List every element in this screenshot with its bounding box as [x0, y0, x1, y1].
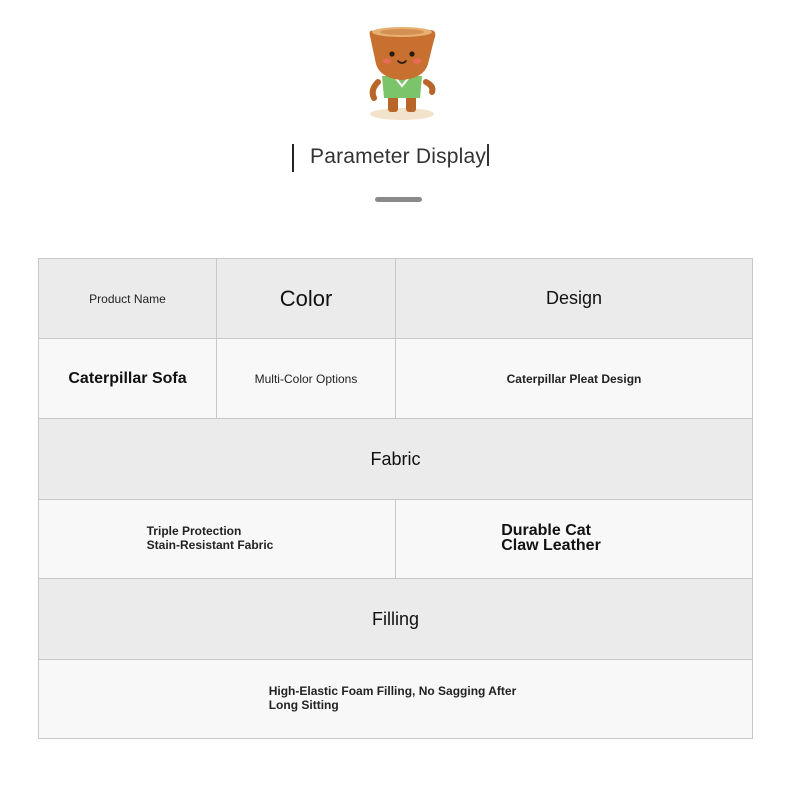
filling-value [269, 684, 517, 712]
fabric-header-row [39, 419, 753, 500]
fabric-left-line-2: Stain-Resistant Fabric [146, 538, 274, 552]
filling-line-1: High-Elastic Foam Filling, No Sagging After [268, 684, 517, 698]
header-cell-color [217, 259, 396, 339]
filling-header-row [39, 579, 753, 660]
page-title-block [292, 138, 512, 178]
value-color: Multi-Color Options [254, 371, 358, 386]
header-product-name: Product Name [89, 291, 166, 306]
title-left-bar [292, 144, 294, 172]
fabric-value-right [501, 523, 601, 553]
page-title [310, 144, 489, 169]
fabric-value-right-cell [396, 500, 753, 579]
value-product-name: Caterpillar Sofa [68, 369, 187, 387]
tree-stump-mascot-icon [362, 24, 442, 122]
text-caret [487, 144, 489, 166]
fabric-right-line-2: Claw Leather [501, 537, 601, 554]
filling-value-row [39, 660, 753, 739]
parameter-table [38, 258, 753, 739]
header-row [39, 259, 753, 339]
filling-label: Filling [371, 608, 419, 629]
fabric-value-row [39, 500, 753, 579]
value-cell-product-name [39, 339, 217, 419]
fabric-left-line-1: Triple Protection [146, 524, 242, 538]
fabric-right-line-1: Durable Cat [501, 522, 591, 539]
value-cell-color [217, 339, 396, 419]
value-design: Caterpillar Pleat Design [506, 371, 642, 386]
header-color: Color [279, 285, 333, 311]
value-row [39, 339, 753, 419]
filling-value-cell [39, 660, 753, 739]
fabric-value-left-cell [39, 500, 396, 579]
filling-line-2: Long Sitting [268, 698, 339, 712]
header-cell-design [396, 259, 753, 339]
header-design: Design [545, 288, 603, 308]
fabric-header-cell [39, 419, 753, 500]
page-title-text: Parameter Display [310, 145, 487, 168]
fabric-value-left [147, 524, 274, 552]
title-underline [375, 197, 422, 202]
fabric-label: Fabric [370, 448, 421, 469]
value-cell-design [396, 339, 753, 419]
filling-header-cell [39, 579, 753, 660]
header-cell-product-name [39, 259, 217, 339]
